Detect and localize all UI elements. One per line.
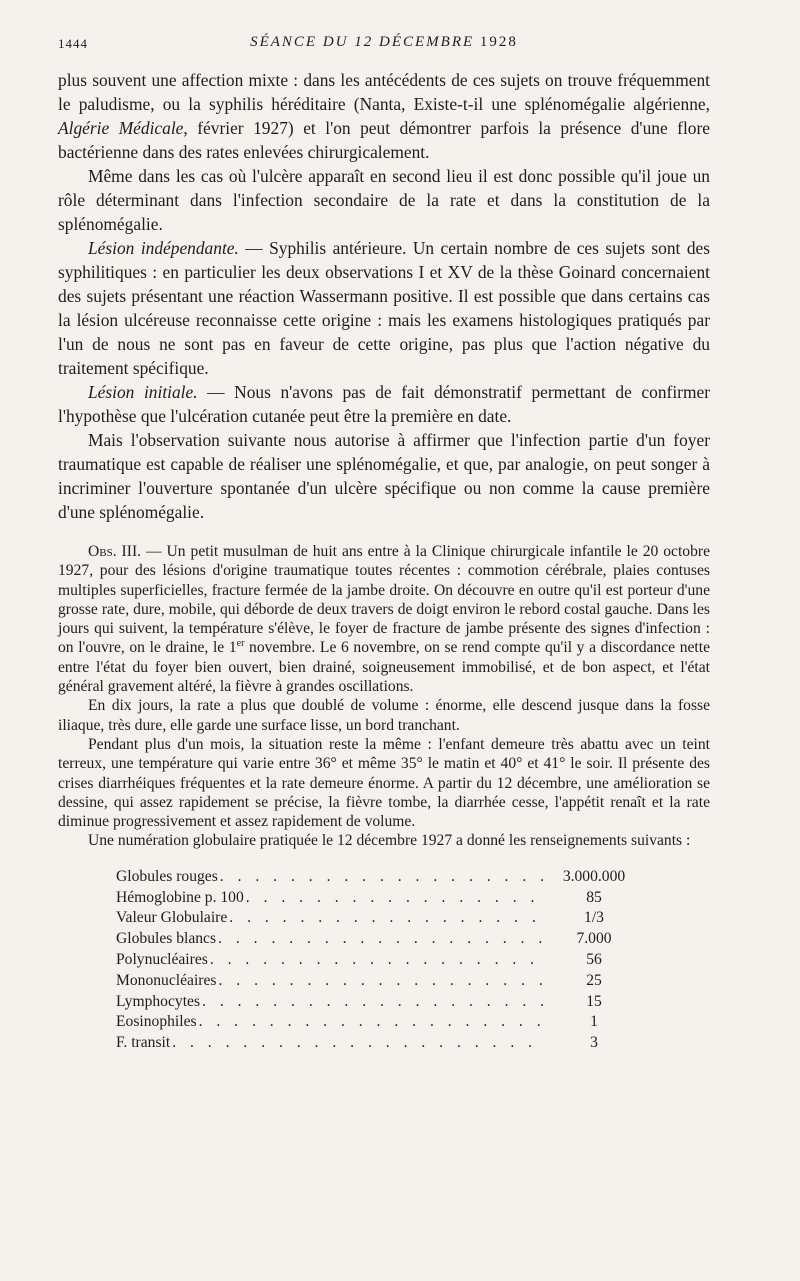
table-row [116, 1012, 644, 1033]
row-label: Mononucléaires [116, 971, 217, 989]
row-label: Globules rouges [116, 867, 218, 885]
row-value: 3 [590, 1034, 598, 1052]
main-text [58, 68, 710, 524]
observation-paragraph: En dix jours, la rate a plus que doublé de volume : énorme, elle descend jusque dans la fosse iliaque, très dure, elle garde une surface lisse, un bord tranchant. [58, 697, 710, 734]
table-row [116, 867, 644, 888]
table-row [116, 929, 644, 950]
paragraph: Lésion initiale. — Nous n'avons pas de fait démonstratif permettant de confirmer l'hypothèse que l'ulcération cutanée peut être la première en date. [58, 382, 710, 426]
page [58, 30, 710, 1054]
table-row [116, 950, 644, 971]
row-label: Globules blancs [116, 930, 217, 948]
section-heading: Lésion indépendante. [88, 238, 239, 258]
observation-block [58, 542, 710, 851]
table-row [116, 908, 644, 929]
table-row [116, 971, 644, 992]
row-label: Hémoglobine p. 100 [116, 888, 244, 906]
observation-paragraph: Une numération globulaire pratiquée le 12 décembre 1927 a donné les renseignements suivants : [88, 832, 691, 850]
table-row [116, 992, 644, 1013]
row-value: 15 [586, 992, 602, 1010]
paragraph: Même dans les cas où l'ulcère apparaît en second lieu il est donc possible qu'il joue un rôle déterminant dans l'infection secondaire de la rate et dans la constitution de la splénomégalie. [58, 166, 710, 234]
row-value: 3.000.000 [562, 867, 626, 885]
observation-paragraph: Obs. III. — Un petit musulman de huit ans entre à la Clinique chirurgicale infantile le 20 octobre 1927, pour des lésions d'origine traumatique toutes récentes : commotion cérébrale, plaies contuses multiples superficielles, fracture fermée de la jambe droite. On découvre en outre qu'il est porteur d'une grosse rate, dure, mobile, qui déborde de deux travers de doigt environ le rebord costal gauche. Dans les jours qui suivent, la température s'élève, le foyer de fracture de jambe présente des signes d'infection : on l'ouvre, on le draine, le 1er novembre. Le 6 novembre, on se rend compte qu'il y a discordance nette entre l'état du foyer bien ouvert, bien drainé, soigneusement immobilisé, et de bon aspect, et l'état général gravement altéré, la fièvre à grandes oscillations. [58, 543, 711, 696]
observation-label: Obs. III. [88, 543, 142, 560]
row-value: 1 [590, 1013, 598, 1031]
paragraph: Mais l'observation suivante nous autorise à affirmer que l'infection partie d'un foyer traumatique est capable de réaliser une splénomégalie, et que, par analogie, on peut songer à incriminer l'ouverture spontanée d'un ulcère spécifique ou non comme la cause première d'une splénomégalie. [58, 430, 710, 522]
running-title: SÉANCE DU 12 DÉCEMBRE 1928 [250, 34, 518, 50]
row-label: F. transit [116, 1034, 171, 1052]
running-year: 1928 [479, 34, 518, 50]
paragraph: plus souvent une affection mixte : dans les antécédents de ces sujets on trouve fréquemment le paludisme, ou la syphilis héréditaire (Nanta, Existe-t-il une splénomégalie algérienne, Algérie Médicale, février 1927) et l'on peut démontrer parfois la présence d'une flore bactérienne dans des rates enlevées chirurgicalement. [58, 70, 711, 162]
table-row [116, 1033, 644, 1054]
row-value: 7.000 [576, 930, 612, 948]
row-value: 25 [586, 971, 602, 989]
row-value: 56 [586, 950, 602, 968]
paragraph: Lésion indépendante. — Syphilis antérieure. Un certain nombre de ces sujets sont des syphilitiques : en particulier les deux observations I et XV de la thèse Goinard concernaient des sujets présentant une réaction Wassermann positive. Il est possible que dans certains cas la lésion ulcéreuse reconnaisse cette origine : mais les examens histologiques pratiqués par l'un de nous ne sont pas en faveur de cette origine, pas plus que l'action négative du traitement spécifique. [58, 238, 711, 378]
observation-paragraph: Pendant plus d'un mois, la situation reste la même : l'enfant demeure très abattu avec un teint terreux, une température qui varie entre 36° et même 35° le matin et 40° et 41° le soir. Il présente des crises diarrhéiques fréquentes et la rate demeure énorme. A partir du 12 décembre, une amélioration se dessine, qui assez rapidement se précise, la fièvre tombe, la diarrhée cesse, l'appétit renaît et la rate diminue progressivement et assez rapidement de volume. [58, 735, 710, 831]
table-row [116, 888, 644, 909]
blood-count-table [116, 867, 644, 1054]
row-label: Eosinophiles [116, 1013, 197, 1031]
page-number: 1444 [58, 36, 88, 51]
row-label: Polynucléaires [116, 950, 208, 968]
row-value: 1/3 [584, 909, 604, 927]
running-header [58, 30, 710, 56]
row-label: Valeur Globulaire [116, 909, 228, 927]
section-heading: Lésion initiale. [88, 382, 198, 402]
row-label: Lymphocytes [116, 992, 201, 1010]
row-value: 85 [586, 888, 602, 906]
